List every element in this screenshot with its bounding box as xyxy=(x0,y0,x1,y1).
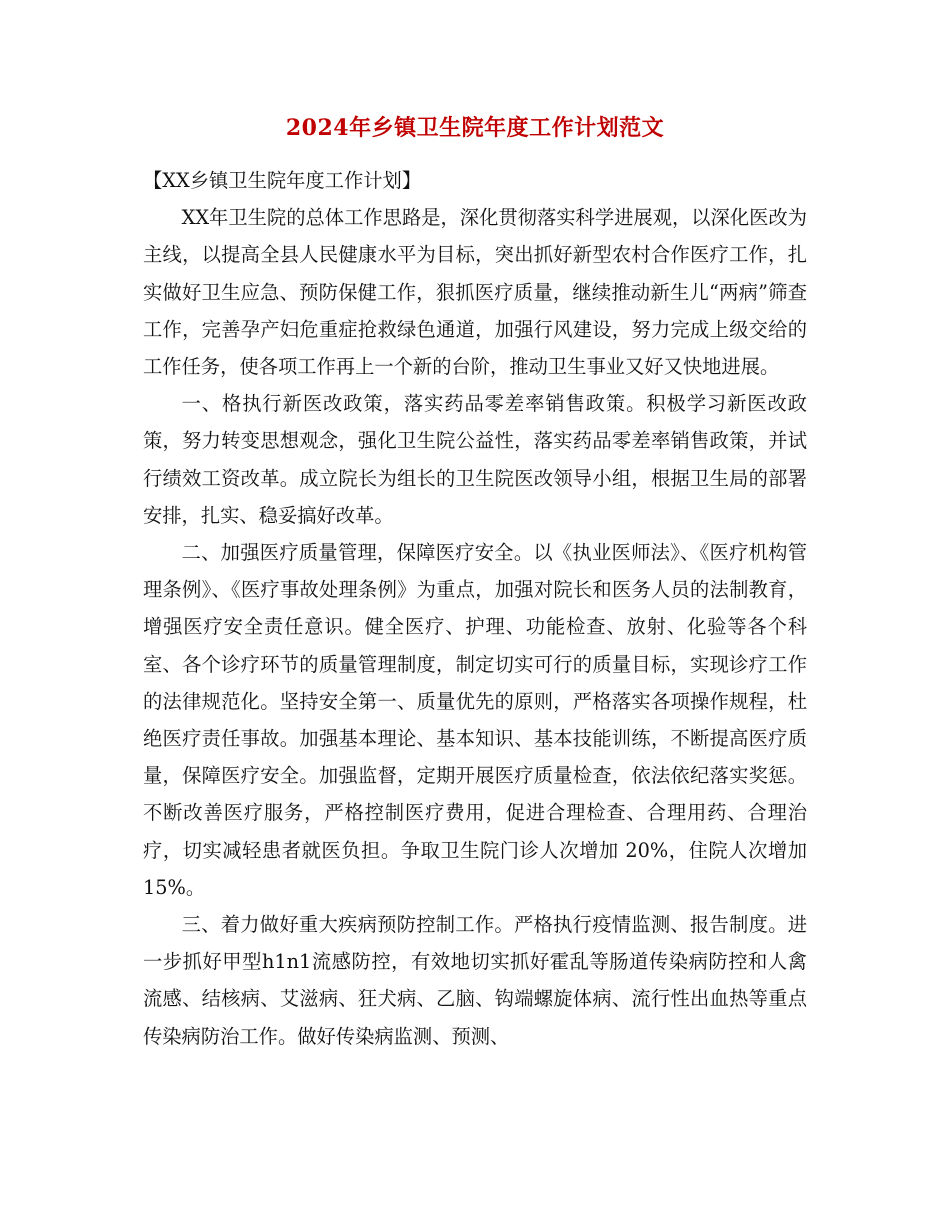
document-body xyxy=(143,162,807,1055)
paragraph-overview: XX年卫生院的总体工作思路是，深化贯彻落实科学进展观，以深化医改为主线，以提高全县人民健康水平为目标，突出抓好新型农村合作医疗工作，扎实做好卫生应急、预防保健工作，狠抓医疗质量，继续推动新生儿“两病”筛查工作，完善孕产妇危重症抢救绿色通道，加强行风建设，努力完成上级交给的工作任务，使各项工作再上一个新的台阶，推动卫生事业又好又快地进展。 xyxy=(143,206,807,379)
paragraph-section-2: 二、加强医疗质量管理，保障医疗安全。以《执业医师法》、《医疗机构管理条例》、《医疗事故处理条例》为重点，加强对院长和医务人员的法制教育，增强医疗安全责任意识。健全医疗、护理、功能检查、放射、化验等各个科室、各个诊疗环节的质量管理制度，制定切实可行的质量目标，实现诊疗工作的法律规范化。坚持安全第一、质量优先的原则，严格落实各项操作规程，杜绝医疗责任事故。加强基本理论、基本知识、基本技能训练，不断提高医疗质量，保障医疗安全。加强监督，定期开展医疗质量检查，依法依纪落实奖惩。不断改善医疗服务，严格控制医疗费用，促进合理检查、合理用药、合理治疗，切实减轻患者就医负担。争取卫生院门诊人次增加 20%，住院人次增加15%。 xyxy=(143,541,807,899)
paragraph-section-1: 一、格执行新医改政策，落实药品零差率销售政策。积极学习新医改政策，努力转变思想观念，强化卫生院公益性，落实药品零差率销售政策，并试行绩效工资改革。成立院长为组长的卫生院医改领导小组，根据卫生局的部署安排，扎实、稳妥搞好改革。 xyxy=(143,392,807,527)
paragraph-section-3: 三、着力做好重大疾病预防控制工作。严格执行疫情监测、报告制度。进一步抓好甲型h1n1流感防控，有效地切实抓好霍乱等肠道传染病防控和人禽流感、结核病、艾滋病、狂犬病、乙脑、钩端螺旋体病、流行性出血热等重点传染病防治工作。做好传染病监测、预测、 xyxy=(143,913,807,1048)
document-title: 2024年乡镇卫生院年度工作计划范文 xyxy=(285,115,665,141)
document-subtitle: 【XX乡镇卫生院年度工作计划】 xyxy=(143,169,422,192)
